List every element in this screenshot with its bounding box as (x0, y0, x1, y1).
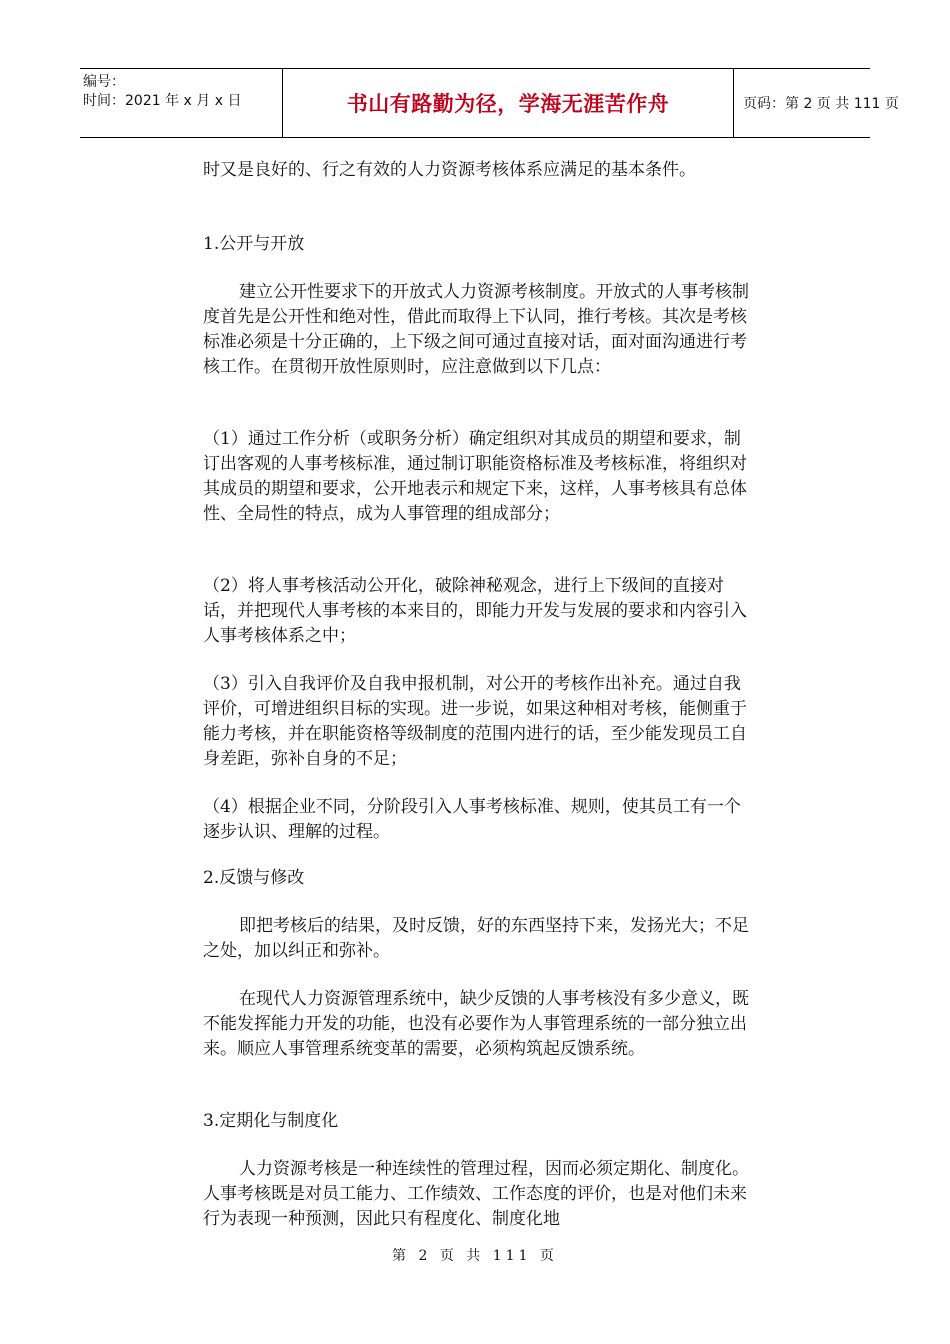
list-item-4: （4）根据企业不同，分阶段引入人事考核标准、规则，使其员工有一个逐步认识、理解的过程。 (203, 797, 741, 842)
header-page-info: 页码：第 2 页 共 111 页 (743, 96, 899, 112)
paragraph-openness: 建立公开性要求下的开放式人力资源考核制度。开放式的人事考核制度首先是公开性和绝对性，借此而取得上下认同，推行考核。其次是考核标准必须是十分正确的，上下级之间可通过直接对话，面对面沟通进行考核工作。在贯彻开放性原则时，应注意做到以下几点： (203, 282, 749, 377)
section-heading-2: 2.反馈与修改 (203, 868, 305, 888)
header-motto: 书山有路勤为径，学海无涯苦作舟 (346, 92, 670, 116)
list-item-2: （2）将人事考核活动公开化，破除神秘观念，进行上下级间的直接对话，并把现代人事考核的本来目的，即能力开发与发展的要求和内容引入人事考核体系之中； (203, 576, 747, 646)
section-heading-1: 1.公开与开放 (203, 234, 305, 254)
list-item-1: （1）通过工作分析（或职务分析）确定组织对其成员的期望和要求，制订出客观的人事考核标准，通过制订职能资格标准及考核标准，将组织对其成员的期望和要求，公开地表示和规定下来，这样，人事考核具有总体性、全局性的特点，成为人事管理的组成部分； (203, 429, 747, 524)
paragraph-continuation: 时又是良好的、行之有效的人力资源考核体系应满足的基本条件。 (203, 160, 696, 180)
list-item-3: （3）引入自我评价及自我申报机制，对公开的考核作出补充。通过自我评价，可增进组织目标的实现。进一步说，如果这种相对考核，能侧重于能力考核，并在职能资格等级制度的范围内进行的话，至少能发现员工自身差距，弥补自身的不足； (203, 674, 747, 769)
document-date: 时间：2021 年 x 月 x 日 (83, 93, 242, 109)
page-header (80, 68, 899, 138)
header-motto-cell (282, 69, 734, 137)
paragraph-regularization: 人力资源考核是一种连续性的管理过程，因而必须定期化、制度化。人事考核既是对员工能力、工作绩效、工作态度的评价，也是对他们未来行为表现一种预测，因此只有程度化、制度化地 (203, 1159, 749, 1229)
paragraph-feedback: 即把考核后的结果，及时反馈，好的东西坚持下来，发扬光大；不足之处，加以纠正和弥补。 (203, 916, 749, 961)
header-meta (80, 69, 282, 137)
page-footer: 第 2 页 共 111 页 (392, 1248, 558, 1264)
paragraph-feedback-system: 在现代人力资源管理系统中，缺少反馈的人事考核没有多少意义，既不能发挥能力开发的功能，也没有必要作为人事管理系统的一部分独立出来。顺应人事管理系统变革的需要，必须构筑起反馈系统。 (203, 989, 749, 1059)
section-heading-3: 3.定期化与制度化 (203, 1111, 339, 1131)
document-number-label: 编号： (83, 74, 125, 90)
